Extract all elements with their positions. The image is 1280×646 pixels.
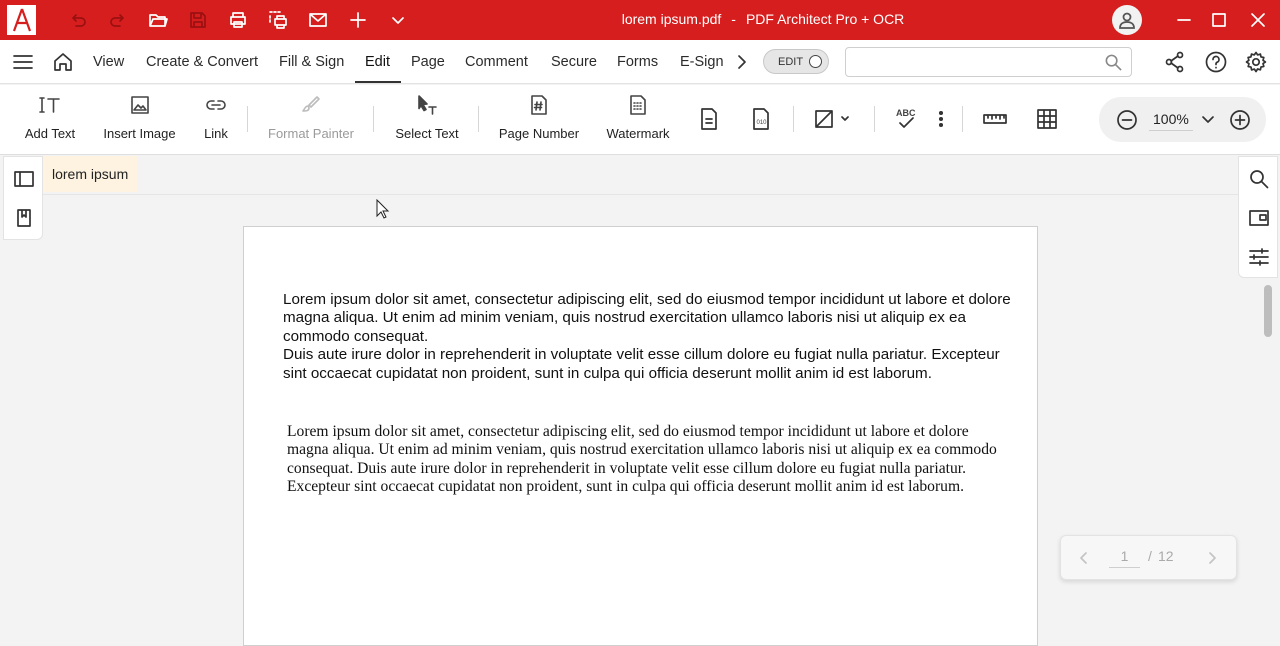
current-page-input[interactable]: 1 <box>1109 548 1140 568</box>
title-bar <box>0 0 1280 40</box>
page-navigator <box>1060 535 1237 580</box>
tab-divider <box>43 194 1238 195</box>
page-separator: / <box>1148 548 1152 564</box>
properties-panel-icon[interactable] <box>1248 207 1270 229</box>
menu-edit[interactable]: Edit <box>365 54 390 70</box>
print-icon[interactable] <box>226 8 250 32</box>
link-button[interactable] <box>201 91 231 141</box>
watermark-icon <box>627 94 649 116</box>
app-name: PDF Architect Pro + OCR <box>745 11 905 27</box>
toolbar-divider <box>793 106 794 132</box>
close-icon[interactable] <box>1246 8 1270 32</box>
right-side-panel <box>1238 156 1278 278</box>
link-label: Link <box>204 126 228 141</box>
image-icon <box>129 94 151 116</box>
toolbar-divider <box>874 106 875 132</box>
zoom-control <box>1099 97 1266 142</box>
paragraph-serif[interactable]: Lorem ipsum dolor sit amet, consectetur adipiscing elit, sed do eiusmod tempor incididunt ut labore et dolore magna aliqua. Ut enim ad minim veniam, quis nostrud exercitation ullamco laboris nisi ut aliquip ex ea commodo consequat. Duis aute irure dolor in reprehenderit in voluptate velit esse cillum dolore eu fugiat nulla pariatur. Excepteur sint occaecat cupidatat non proident, sunt in culpa qui officia deserunt mollit anim id est laborum. <box>287 423 997 495</box>
paragraph-sans-2: Duis aute irure dolor in reprehenderit in voluptate velit esse cillum dolore eu fugiat nulla pariatur. Excepteur sint occaecat cupidatat non proident, sunt in culpa qui officia deserunt mollit anim id est laborum. <box>283 346 1000 382</box>
paragraph-sans-1: Lorem ipsum dolor sit amet, consectetur adipiscing elit, sed do eiusmod tempor incididunt ut labore et dolore magna aliqua. Ut enim ad minim veniam, quis nostrud exercitation ullamco laboris nisi ut aliquip ex ea commodo consequat. <box>283 291 1011 345</box>
adjustments-sliders-icon[interactable] <box>1248 246 1270 268</box>
window-filename: lorem ipsum.pdf <box>621 11 722 27</box>
menu-scroll-right-icon[interactable] <box>733 52 751 72</box>
thumbnails-panel-icon[interactable] <box>13 169 35 189</box>
menu-fill-sign[interactable]: Fill & Sign <box>279 54 345 70</box>
svg-text:ABC: ABC <box>896 108 916 118</box>
new-plus-icon[interactable] <box>346 8 370 32</box>
settings-gear-icon[interactable] <box>1244 50 1268 74</box>
add-text-button[interactable] <box>22 91 78 141</box>
more-options-vertical-icon[interactable] <box>931 106 951 132</box>
link-icon <box>205 94 227 116</box>
svg-text:010: 010 <box>756 120 767 126</box>
menu-create-convert[interactable]: Create & Convert <box>146 54 259 70</box>
menu-forms[interactable]: Forms <box>617 54 659 70</box>
help-icon[interactable] <box>1204 50 1228 74</box>
previous-page-icon[interactable] <box>1076 549 1092 567</box>
zoom-value[interactable]: 100% <box>1149 111 1193 131</box>
spell-check-icon[interactable] <box>894 106 920 132</box>
save-icon[interactable] <box>186 8 210 32</box>
menu-comment[interactable]: Comment <box>465 54 528 70</box>
zoom-in-icon[interactable] <box>1228 108 1252 132</box>
minimize-icon[interactable] <box>1172 8 1196 32</box>
ribbon-toolbar <box>0 85 1280 155</box>
insert-image-button[interactable] <box>101 91 178 141</box>
bates-numbering-icon[interactable] <box>749 106 773 132</box>
bookmarks-icon[interactable] <box>13 208 35 228</box>
zoom-out-icon[interactable] <box>1115 108 1139 132</box>
vertical-scrollbar[interactable] <box>1264 285 1272 337</box>
select-text-button[interactable] <box>393 91 461 141</box>
add-text-label: Add Text <box>24 126 76 141</box>
document-tab[interactable]: lorem ipsum <box>43 156 137 192</box>
redo-icon[interactable] <box>106 8 130 32</box>
hamburger-menu-icon[interactable] <box>11 51 35 73</box>
paintbrush-icon <box>300 94 322 116</box>
search-input[interactable] <box>845 47 1132 77</box>
edit-toggle-label: EDIT <box>778 55 804 68</box>
print-selection-icon[interactable] <box>266 8 290 32</box>
mouse-cursor-icon <box>376 199 390 224</box>
quick-access-chevron-down-icon[interactable] <box>386 8 410 32</box>
menu-page[interactable]: Page <box>411 54 445 70</box>
maximize-icon[interactable] <box>1207 8 1231 32</box>
header-footer-icon[interactable] <box>697 106 721 132</box>
page-number-icon <box>528 94 550 116</box>
toggle-knob <box>809 55 822 68</box>
toolbar-divider <box>962 106 963 132</box>
pdf-page <box>243 226 1038 646</box>
toolbar-divider <box>373 106 374 132</box>
watermark-label: Watermark <box>606 126 670 141</box>
grid-icon[interactable] <box>1034 106 1060 132</box>
menu-e-sign[interactable]: E-Sign <box>680 54 724 70</box>
total-pages: 12 <box>1158 548 1174 564</box>
menu-secure[interactable]: Secure <box>551 54 597 70</box>
find-search-icon[interactable] <box>1248 168 1270 190</box>
redact-shape-dropdown-icon[interactable] <box>812 106 854 132</box>
home-icon[interactable] <box>51 50 75 74</box>
next-page-icon[interactable] <box>1204 549 1220 567</box>
edit-mode-toggle[interactable] <box>763 49 829 74</box>
select-text-label: Select Text <box>395 126 459 141</box>
left-side-panel <box>3 156 43 240</box>
format-painter-button[interactable] <box>267 91 355 141</box>
ruler-icon[interactable] <box>981 106 1009 132</box>
paragraph-sans[interactable] <box>283 291 1018 383</box>
insert-image-label: Insert Image <box>103 126 176 141</box>
page-number-button[interactable] <box>498 91 580 141</box>
app-logo-icon <box>7 5 36 35</box>
user-avatar-icon[interactable] <box>1112 5 1142 35</box>
email-icon[interactable] <box>306 8 330 32</box>
open-folder-icon[interactable] <box>146 8 170 32</box>
zoom-chevron-down-icon[interactable] <box>1200 111 1216 127</box>
toolbar-divider <box>247 106 248 132</box>
title-separator: - <box>731 11 736 27</box>
watermark-button[interactable] <box>604 91 672 141</box>
format-painter-label: Format Painter <box>268 126 354 141</box>
search-icon <box>1104 53 1123 72</box>
select-text-cursor-icon <box>416 94 438 116</box>
add-text-icon <box>39 94 61 116</box>
menu-view[interactable]: View <box>93 54 125 70</box>
undo-icon[interactable] <box>66 8 90 32</box>
toolbar-divider <box>478 106 479 132</box>
share-icon[interactable] <box>1164 51 1186 73</box>
page-number-label: Page Number <box>498 126 580 141</box>
